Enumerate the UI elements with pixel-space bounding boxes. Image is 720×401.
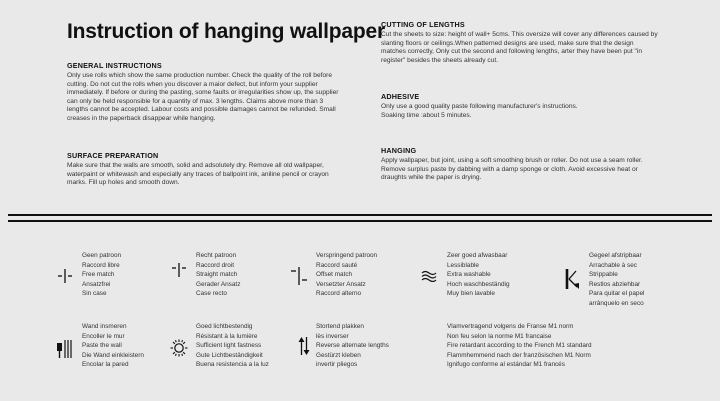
hanging-section: [381, 146, 701, 183]
symbol-text: Strippable: [589, 271, 618, 279]
cutting-line: Cut the sheets to size: height of wall+ 5cms. This oversize will cover any differences caused by: [381, 31, 658, 38]
cutting-heading: CUTTING OF LENGTHS: [381, 20, 465, 29]
symbol-text: Restlos abziehbar: [589, 280, 641, 288]
symbol-text: Ignifugo conforme al estándar M1 francés: [447, 361, 565, 369]
strippable-icon: [564, 268, 580, 290]
symbol-text: arrânquelo en seco: [589, 299, 644, 307]
symbol-text: Case recto: [196, 290, 227, 298]
reverse-lengths-icon: [298, 336, 310, 356]
symbol-text: Fire retardant according to the French M1 standard: [447, 342, 592, 350]
surface-line: marks. Fill up holes and smooth down.: [67, 179, 180, 187]
symbol-text: Wand insmeren: [82, 323, 127, 330]
paste-the-wall-icon: [56, 339, 74, 359]
light-fastness-icon: [170, 339, 188, 357]
divider-top: [8, 214, 712, 216]
offset-match-icon: [290, 266, 308, 286]
symbol-text: Reverse alternate lengths: [316, 342, 389, 350]
adhesive-line: Only use a good quality paste following manufacturer's instructions.: [381, 103, 578, 110]
symbol-text: Gerader Ansatz: [196, 280, 241, 288]
symbol-offset-match: [316, 251, 377, 299]
symbol-text: Verspringend patroon: [316, 252, 378, 259]
symbol-text: Free match: [82, 271, 115, 279]
symbol-text: Sin case: [82, 290, 107, 298]
symbol-text: Goed lichtbestendig: [196, 323, 253, 330]
general-line: immediately. If before or during the pasting, some faults or irregularities show up, the supplier: [67, 89, 339, 97]
symbol-text: Gegeel afstripbaar: [589, 252, 642, 259]
symbol-text: lès inverser: [316, 332, 349, 340]
general-instructions-heading: GENERAL INSTRUCTIONS: [67, 61, 162, 70]
symbol-text: invertir pliegos: [316, 361, 358, 369]
general-line: Only use rolls which show the same production number. Check the quality of the roll before: [67, 72, 332, 79]
surface-preparation-section: [67, 151, 367, 188]
surface-line: Make sure that the walls are smooth, solid and adsolutely dry. Remove all old wallpaper,: [67, 162, 324, 169]
symbol-text: Sufficient light fastness: [196, 342, 262, 350]
symbol-text: Offset match: [316, 271, 353, 279]
surface-line: waterpaint or whitewash and especially any traces of ballpoint ink, aniline pencil or crayon: [67, 170, 329, 178]
adhesive-line: Soaking time :about 5 minutes.: [381, 111, 472, 119]
page-title: Instruction of hanging wallpaper: [67, 20, 385, 43]
symbol-text: Non feu selon la norme M1 francaise: [447, 332, 552, 340]
symbol-text: Zeer goed afwasbaar: [447, 252, 508, 259]
symbol-text: Gute Lichtbeständigkeit: [196, 351, 263, 359]
general-line: can only be held responsible for a quantity of max. 3 lengths. Claims above more than 3: [67, 97, 324, 105]
symbol-extra-washable: [447, 251, 510, 299]
symbol-text: Flammhemmend nach der französischen M1 Norm: [447, 351, 591, 359]
extra-washable-icon: [421, 270, 437, 282]
symbol-text: Lessiblable: [447, 261, 479, 269]
hanging-heading: HANGING: [381, 146, 417, 155]
symbol-text: Raccord sauté: [316, 261, 358, 269]
adhesive-heading: ADHESIVE: [381, 92, 420, 101]
symbol-text: Résistant à la lumière: [196, 332, 258, 340]
surface-preparation-heading: SURFACE PREPARATION: [67, 151, 159, 160]
symbol-fire-retardant: [447, 322, 592, 370]
straight-match-icon: [171, 262, 187, 278]
free-match-icon: [57, 268, 73, 284]
symbol-text: Extra washable: [447, 271, 491, 279]
symbol-text: Raccord alterno: [316, 290, 362, 298]
symbol-text: Buena resistencia a la luz: [196, 361, 269, 369]
symbol-text: Arrachable à sec: [589, 261, 637, 269]
symbol-text: Encoller le mur: [82, 332, 125, 340]
hanging-line: Apply wallpaper, but joint, using a soft smoothing brush or roller. Do not use a seam roller.: [381, 157, 643, 164]
cutting-line: slanting floors or ceilings.When patterned designs are used, make sure that the design: [381, 39, 634, 47]
general-instructions-section: [67, 61, 367, 124]
symbol-text: Muy bien lavable: [447, 290, 495, 298]
hanging-line: Remove surplus paste by dabbing with a damp sponge or cloth. Avoid excessive heat or: [381, 165, 638, 173]
cutting-line: register" besides the sheets already cut.: [381, 56, 499, 64]
symbol-text: Hoch waschbeständig: [447, 280, 510, 288]
adhesive-section: [381, 92, 701, 120]
symbol-straight-match: [196, 251, 240, 299]
symbol-text: Gestürzt kleben: [316, 351, 361, 359]
symbol-text: Stortend plakken: [316, 323, 364, 330]
symbol-text: Geen patroon: [82, 252, 122, 259]
symbol-text: Vlamvertragend volgens de Franse M1 norm: [447, 323, 574, 330]
symbol-strippable: [589, 251, 644, 309]
symbol-light-fastness: [196, 322, 269, 370]
general-line: cutting. Do not cut the rolls when you discover a maior defect, but inform your supplier: [67, 80, 318, 88]
symbol-text: Die Wand einkleistern: [82, 351, 144, 359]
symbol-text: Recht patroon: [196, 252, 237, 259]
symbol-reverse-lengths: [316, 322, 389, 370]
symbol-text: Raccord droit: [196, 261, 235, 269]
symbol-text: Raccord libre: [82, 261, 120, 269]
symbol-text: Encolar la pared: [82, 361, 129, 369]
general-line: lengths cannot be accepted. Labour costs and possible damages cannot be refunded. Small: [67, 106, 336, 114]
cutting-line: matches correctly, Only cut the second and following lengths, arter they have been put "in: [381, 48, 642, 56]
divider-bottom: [8, 220, 712, 222]
symbol-text: Versetzter Ansatz: [316, 280, 366, 288]
symbol-text: Ansatzfrei: [82, 280, 111, 288]
symbol-free-match: [82, 251, 121, 299]
symbol-text: Paste the wall: [82, 342, 122, 350]
hanging-line: draughts while the paper is drying.: [381, 174, 482, 182]
general-line: creases in the paperback disappear while hanging.: [67, 114, 216, 122]
cutting-section: [381, 20, 701, 65]
symbol-text: Straight match: [196, 271, 238, 279]
symbol-paste-the-wall: [82, 322, 144, 370]
symbol-text: Para quitar el papel: [589, 290, 645, 298]
